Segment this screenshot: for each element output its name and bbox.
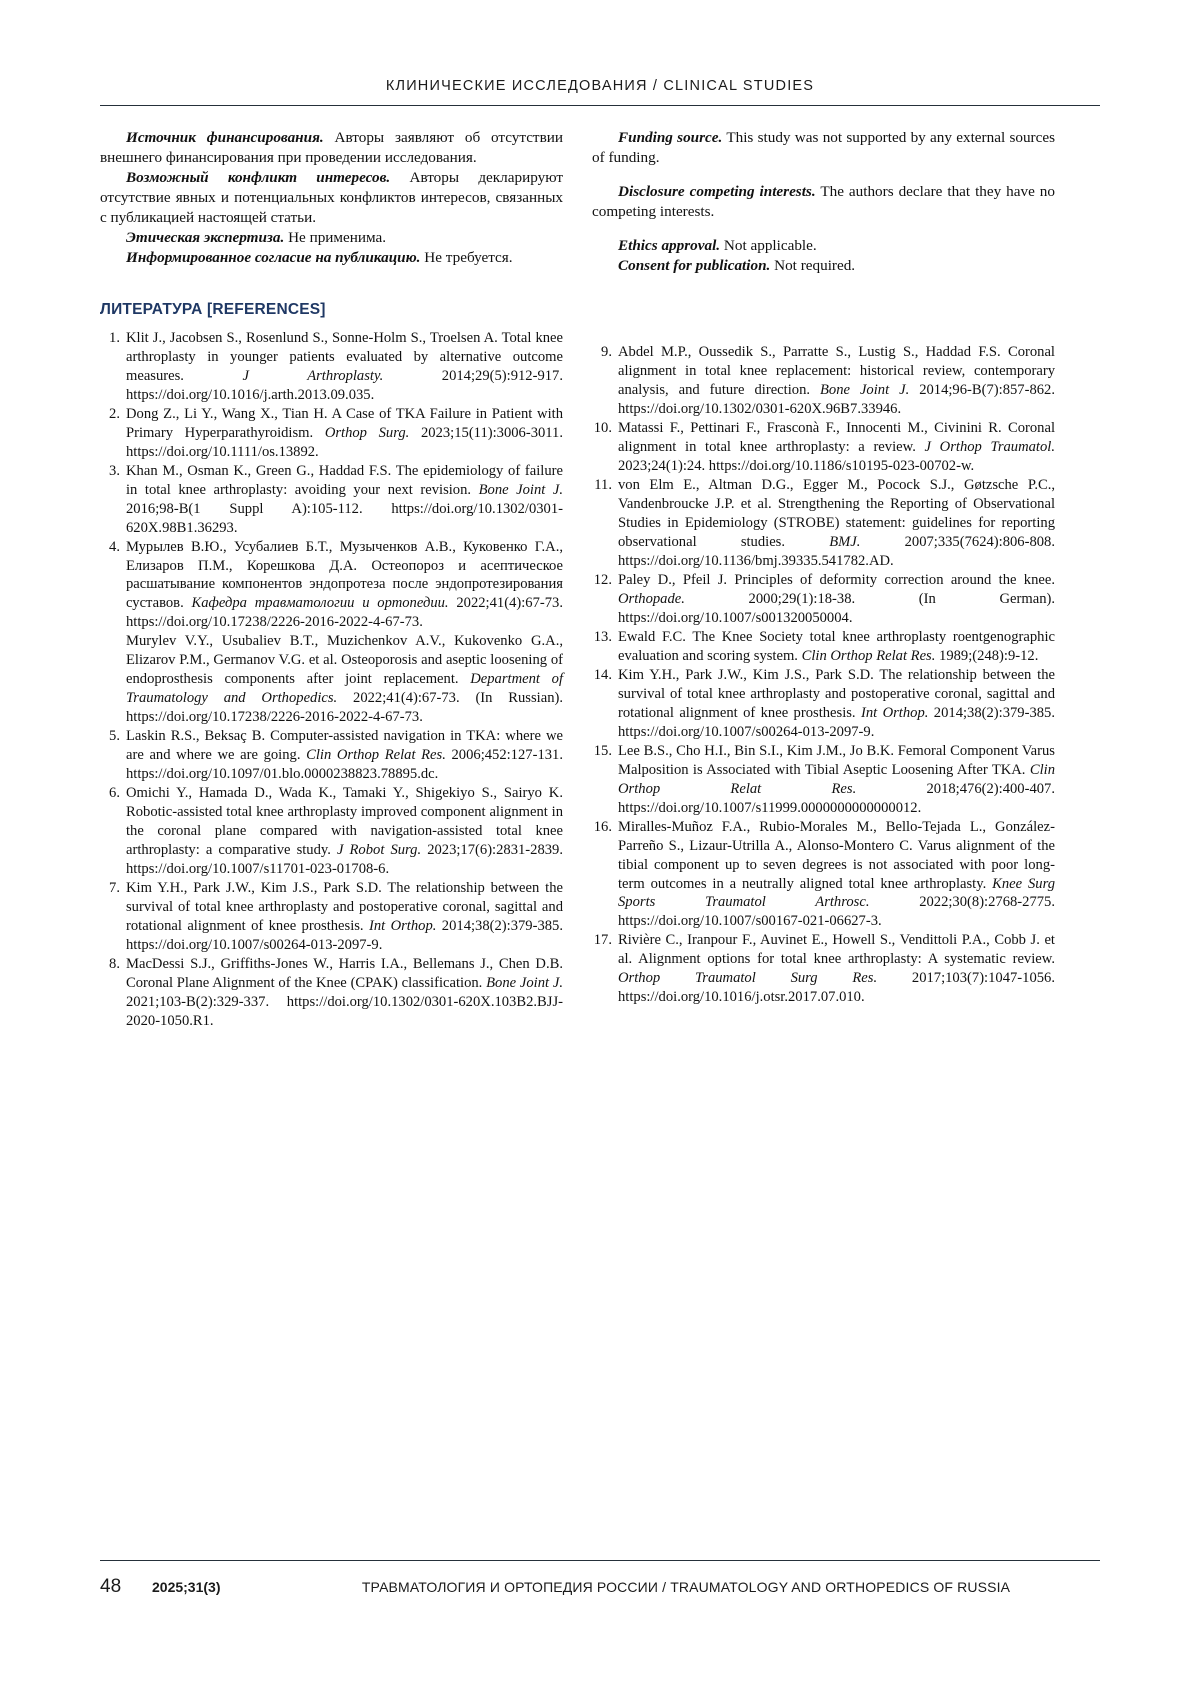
funding-paragraph-en [592, 128, 1055, 168]
references-list-left [100, 329, 563, 1031]
reference-text: Lee B.S., Cho H.I., Bin S.I., Kim J.M., Jo B.K. Femoral Component Varus Malposition is Associated with Tibial Aseptic Loosening After TKA. [618, 742, 1055, 778]
ethics-label-ru: Этическая экспертиза. [126, 229, 285, 247]
reference-tail: 2017;103(7):1047-1056. https://doi.org/10.1016/j.otsr.2017.07.010. [618, 970, 1055, 1006]
reference-number: 11. [594, 477, 612, 494]
reference-item [100, 538, 563, 728]
reference-tail: 2014;38(2):379-385. https://doi.org/10.1007/s00264-013-2097-9. [618, 704, 1055, 740]
reference-item [592, 742, 1055, 818]
page-footer [100, 1572, 1100, 1602]
reference-item [100, 727, 563, 784]
reference-item [100, 462, 563, 538]
reference-text: von Elm E., Altman D.G., Egger M., Pocock S.J., Gøtzsche P.C., Vandenbroucke J.P. et al. Strengthening the Reporting of Observational Studies in Epidemiology (STROBE) statement: guidelines for reporting observational studies. [618, 477, 1055, 551]
disclosure-text-en: The authors declare that they have no competing interests. [592, 183, 1055, 221]
reference-tail: 2016;98-B(1 Suppl A):105-112. https://doi.org/10.1302/0301-620X.98B1.36293. [126, 500, 563, 536]
consent-paragraph-en [592, 256, 1055, 276]
journal-name: ТРАВМАТОЛОГИЯ И ОРТОПЕДИЯ РОССИИ / TRAUMATOLOGY AND ORTHOPEDICS OF RUSSIA [361, 1579, 1011, 1595]
references-list-right [592, 343, 1055, 1007]
reference-item [100, 955, 563, 1031]
reference-number: 1. [109, 329, 120, 346]
reference-translation-journal: Department of Traumatology and Orthopedics. [126, 671, 564, 707]
reference-text: Kim Y.H., Park J.W., Kim J.S., Park S.D. The relationship between the survival of total knee arthroplasty and postoperative coronal, sagittal and rotational alignment of knee prosthesis. [618, 666, 1055, 721]
reference-journal: Orthopade. [618, 590, 685, 607]
reference-tail: 2000;29(1):18-38. (In German). https://doi.org/10.1007/s001320050004. [618, 590, 1055, 626]
reference-text: MacDessi S.J., Griffiths-Jones W., Harris I.A., Bellemans J., Chen D.B. Coronal Plane Alignment of the Knee (CPAK) classification. [126, 955, 563, 991]
reference-number: 13. [593, 628, 612, 645]
reference-tail: 2022;30(8):2768-2775. https://doi.org/10.1007/s00167-021-06627-3. [618, 894, 1055, 930]
reference-item [592, 571, 1055, 628]
reference-tail: 2023;15(11):3006-3011. https://doi.org/10.1111/os.13892. [126, 424, 563, 460]
reference-tail: 2006;452:127-131. https://doi.org/10.1097/01.blo.0000238823.78895.dc. [126, 747, 563, 783]
reference-tail: 1989;(248):9-12. [935, 647, 1039, 664]
reference-text: Miralles-Muñoz F.A., Rubio-Morales M., Bello-Tejada L., González-Parreño S., Lizaur-Utrilla A., Alonso-Montero C. Varus alignment of the tibial component up to seven degrees is not associated with poor long-term outcomes in a neutrally aligned total knee arthroplasty. [618, 818, 1055, 892]
conflict-text-ru: Авторы декларируют отсутствие явных и потенциальных конфликтов интересов, связанных с публикацией настоящей статьи. [100, 169, 563, 227]
reference-number: 3. [109, 462, 120, 479]
reference-journal: BMJ. [829, 534, 861, 551]
reference-journal: Orthop Traumatol Surg Res. [618, 970, 878, 987]
ethics-label-en: Ethics approval. [618, 237, 721, 255]
reference-journal: Кафедра травматологии и ортопедии. [191, 595, 449, 612]
reference-tail: 2007;335(7624):806-808. https://doi.org/10.1136/bmj.39335.541782.AD. [618, 534, 1055, 570]
reference-item [592, 419, 1055, 476]
consent-label-en: Consent for publication. [618, 257, 771, 275]
reference-number: 10. [593, 420, 612, 437]
consent-text-ru: Не требуется. [420, 249, 513, 267]
reference-number: 16. [593, 818, 612, 835]
ethics-text-en: Not applicable. [720, 237, 817, 255]
disclosure-label-en: Disclosure competing interests. [618, 183, 816, 201]
reference-text: Dong Z., Li Y., Wang X., Tian H. A Case of TKA Failure in Patient with Primary Hyperparathyroidism. [126, 405, 563, 441]
references-heading: ЛИТЕРАТУРА [REFERENCES] [100, 301, 326, 319]
ethics-paragraph-en [592, 236, 1055, 256]
right-column [592, 128, 1055, 1007]
reference-number: 7. [109, 879, 120, 896]
footer-divider [100, 1560, 1100, 1561]
ethics-paragraph-ru [100, 228, 563, 248]
reference-journal: Bone Joint J. [819, 382, 910, 399]
reference-translation-text: Murylev V.Y., Usubaliev B.T., Muzichenkov A.V., Kukovenko G.A., Elizarov P.M., Germanov V.G. et al. Osteoporosis and aseptic loosening of endoprosthesis components after joint replacement. [126, 633, 563, 688]
reference-journal: Orthop Surg. [324, 424, 410, 441]
funding-text-ru: Авторы заявляют об отсутствии внешнего финансирования при проведении исследования. [100, 129, 563, 167]
reference-translation-tail: 2022;41(4):67-73. (In Russian). https://doi.org/10.17238/2226-2016-2022-4-67-73. [126, 690, 563, 726]
reference-text: Khan M., Osman K., Green G., Haddad F.S. The epidemiology of failure in total knee arthroplasty: avoiding your next revision. [126, 462, 563, 498]
reference-text: Klit J., Jacobsen S., Rosenlund S., Sonne-Holm S., Troelsen A. Total knee arthroplasty in younger patients evaluated by alternative outcome measures. [126, 329, 563, 384]
reference-item [100, 329, 563, 405]
reference-journal: Clin Orthop Relat Res. [618, 761, 1055, 797]
reference-journal: Int Orthop. [368, 917, 437, 934]
reference-number: 4. [109, 538, 120, 555]
reference-journal: Int Orthop. [860, 704, 929, 721]
reference-journal: J Orthop Traumatol. [924, 439, 1055, 456]
reference-number: 15. [593, 742, 612, 759]
reference-number: 6. [109, 785, 120, 802]
reference-text: Мурылев В.Ю., Усубалиев Б.Т., Музыченков А.В., Куковенко Г.А., Елизаров П.М., Корешкова Д.А. Остеопороз и асептическое расшатывание компонентов эндопротеза после эндопротезирования суставов. [126, 538, 563, 612]
reference-number: 2. [109, 405, 120, 422]
reference-tail: 2023;24(1):24. https://doi.org/10.1186/s10195-023-00702-w. [618, 458, 975, 475]
reference-item [592, 628, 1055, 666]
reference-text: Matassi F., Pettinari F., Frasconà F., Innocenti M., Civinini R. Coronal alignment in total knee arthroplasty: a review. [618, 420, 1055, 456]
reference-number: 14. [593, 666, 612, 683]
reference-tail: 2014;96-B(7):857-862. https://doi.org/10.1302/0301-620X.96B7.33946. [618, 382, 1055, 418]
consent-label-ru: Информированное согласие на публикацию. [126, 249, 421, 267]
reference-item [100, 879, 563, 955]
reference-text: Ewald F.C. The Knee Society total knee arthroplasty roentgenographic evaluation and scoring system. [618, 628, 1055, 664]
reference-item [592, 818, 1055, 932]
reference-text: Laskin R.S., Beksaç B. Computer-assisted navigation in TKA: where we are and where we are going. [126, 728, 563, 764]
reference-tail: 2023;17(6):2831-2839. https://doi.org/10.1007/s11701-023-01708-6. [126, 842, 563, 878]
reference-text: Paley D., Pfeil J. Principles of deformity correction around the knee. [618, 572, 1055, 588]
reference-tail: 2014;29(5):912-917. https://doi.org/10.1016/j.arth.2013.09.035. [126, 367, 563, 403]
reference-number: 5. [109, 728, 120, 745]
reference-journal: J Robot Surg. [336, 842, 422, 859]
funding-paragraph-ru [100, 128, 563, 168]
funding-label-en: Funding source. [618, 129, 723, 146]
reference-text: Omichi Y., Hamada D., Wada K., Tamaki Y., Shigekiyo S., Sairyo K. Robotic-assisted total knee arthroplasty improved component alignment in the coronal plane compared with navigation-assisted total knee arthroplasty: a comparative study. [126, 785, 563, 859]
left-column [100, 128, 563, 1031]
reference-tail: 2018;476(2):400-407. https://doi.org/10.1007/s11999.0000000000000012. [618, 780, 1055, 816]
reference-number: 12. [593, 572, 612, 588]
page-number: 48 [100, 1576, 122, 1597]
conflict-label-ru: Возможный конфликт интересов. [126, 169, 391, 187]
issue-label: 2025;31(3) [152, 1579, 221, 1595]
reference-journal: Clin Orthop Relat Res. [801, 647, 936, 664]
reference-journal: J Arthroplasty. [242, 367, 384, 384]
reference-text: Rivière C., Iranpour F., Auvinet E., Howell S., Vendittoli P.A., Cobb J. et al. Alignment options for total knee arthroplasty: A systematic review. [618, 932, 1055, 968]
reference-text: Abdel M.P., Oussedik S., Parratte S., Lustig S., Haddad F.S. Coronal alignment in total knee replacement: historical review, contemporary analysis, and future direction. [618, 344, 1055, 399]
reference-item [100, 784, 563, 879]
reference-translation [126, 632, 563, 727]
reference-item [100, 405, 563, 462]
funding-text-en: This study was not supported by any external sources of funding. [592, 129, 1055, 167]
reference-number: 9. [601, 344, 612, 361]
running-header-title: КЛИНИЧЕСКИЕ ИССЛЕДОВАНИЯ / CLINICAL STUDIES [385, 78, 815, 94]
reference-item [592, 931, 1055, 1007]
reference-tail: 2021;103-B(2):329-337. https://doi.org/10.1302/0301-620X.103B2.BJJ-2020-1050.R1. [126, 993, 563, 1029]
conflict-paragraph-ru [100, 168, 563, 228]
header-divider [100, 105, 1100, 106]
reference-item [592, 343, 1055, 419]
reference-journal: Knee Surg Sports Traumatol Arthrosc. [618, 875, 1055, 911]
running-header [100, 78, 1100, 94]
reference-item [592, 476, 1055, 571]
reference-text: Kim Y.H., Park J.W., Kim J.S., Park S.D. The relationship between the survival of total knee arthroplasty and postoperative coronal, sagittal and rotational alignment of knee prosthesis. [126, 879, 563, 934]
ethics-text-ru: Не применима. [284, 229, 387, 247]
funding-label-ru: Источник финансирования. [126, 129, 324, 146]
reference-tail: 2022;41(4):67-73. https://doi.org/10.17238/2226-2016-2022-4-67-73. [126, 595, 563, 631]
reference-item [592, 666, 1055, 742]
reference-journal: Bone Joint J. [478, 481, 563, 498]
reference-journal: Bone Joint J. [486, 974, 563, 991]
reference-number: 17. [593, 932, 612, 949]
disclosure-paragraph-en [592, 182, 1055, 222]
consent-paragraph-ru [100, 248, 563, 268]
reference-journal: Clin Orthop Relat Res. [306, 747, 446, 764]
consent-text-en: Not required. [770, 257, 856, 275]
reference-number: 8. [109, 955, 120, 972]
reference-tail: 2014;38(2):379-385. https://doi.org/10.1007/s00264-013-2097-9. [126, 917, 563, 953]
